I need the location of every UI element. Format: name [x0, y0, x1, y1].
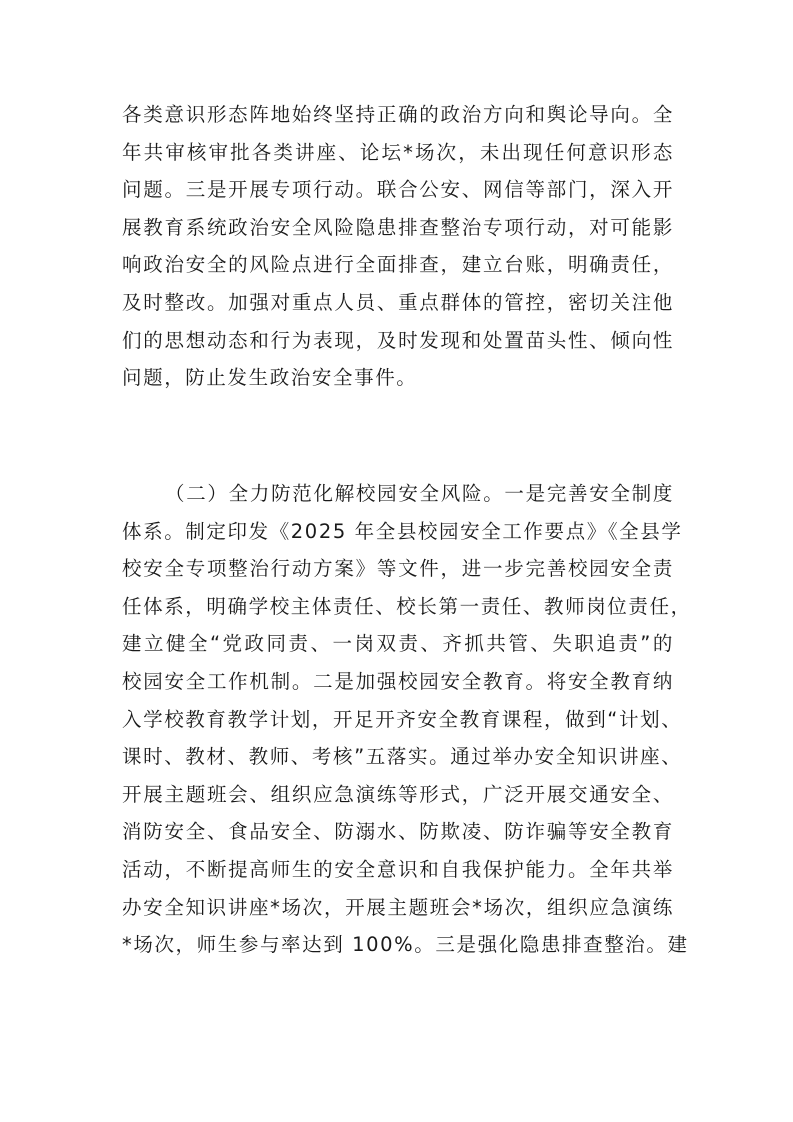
text-line: 课时、教材、教师、考核”五落实。通过举办安全知识讲座、	[122, 745, 683, 769]
paragraph-campus-safety	[122, 475, 692, 964]
text-line: 建立健全“党政同责、一岗双责、齐抓共管、失职追责”的	[122, 632, 674, 656]
text-line: 活动，不断提高师生的安全意识和自我保护能力。全年共举	[122, 857, 674, 881]
text-line: 入学校教育教学计划，开足开齐安全教育课程，做到“计划、	[122, 707, 683, 731]
text-line: 办安全知识讲座*场次，开展主题班会*场次，组织应急演练	[122, 895, 674, 919]
text-line: 体系。制定印发《2025 年全县校园安全工作要点》《全县学	[122, 519, 683, 543]
text-line: 问题，防止发生政治安全事件。	[122, 366, 418, 390]
text-line: *场次，师生参与率达到 100%。三是强化隐患排查整治。建	[122, 933, 689, 957]
text-line: 及时整改。加强对重点人员、重点群体的管控，密切关注他	[122, 290, 674, 314]
text-line: 年共审核审批各类讲座、论坛*场次，未出现任何意识形态	[122, 140, 674, 164]
text-line: 校园安全工作机制。二是加强校园安全教育。将安全教育纳	[122, 669, 674, 693]
text-line: 响政治安全的风险点进行全面排查，建立台账，明确责任，	[122, 253, 674, 277]
text-line: 们的思想动态和行为表现，及时发现和处置苗头性、倾向性	[122, 328, 674, 352]
section-heading-line: （二）全力防范化解校园安全风险。一是完善安全制度	[165, 482, 674, 505]
text-line: 展教育系统政治安全风险隐患排查整治专项行动，对可能影	[122, 215, 674, 239]
text-line: 开展主题班会、组织应急演练等形式，广泛开展交通安全、	[122, 782, 674, 806]
paragraph-ideology-security	[122, 96, 674, 397]
text-line: 各类意识形态阵地始终坚持正确的政治方向和舆论导向。全	[122, 103, 674, 126]
text-line: 问题。三是开展专项行动。联合公安、网信等部门，深入开	[122, 178, 674, 202]
text-line: 消防安全、食品安全、防溺水、防欺凌、防诈骗等安全教育	[122, 820, 674, 844]
text-line: 校安全专项整治行动方案》等文件，进一步完善校园安全责	[122, 557, 674, 581]
text-line: 任体系，明确学校主体责任、校长第一责任、教师岗位责任，	[122, 594, 692, 618]
